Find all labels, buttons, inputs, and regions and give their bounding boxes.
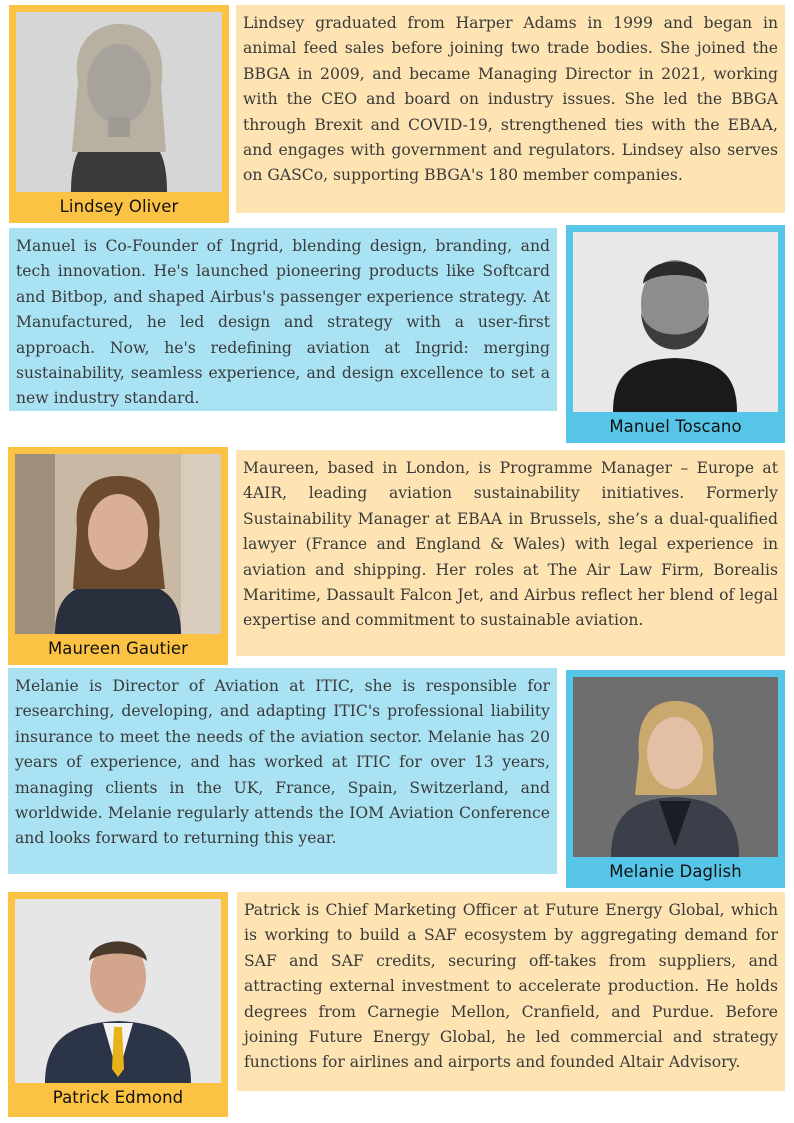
person-name: Melanie Daglish	[609, 862, 742, 881]
profile-photo-card	[566, 225, 785, 443]
profile-photo-card	[9, 5, 229, 223]
profile-photo-card	[8, 447, 228, 665]
portrait-photo	[16, 12, 222, 192]
portrait-photo	[15, 454, 221, 634]
person-name: Manuel Toscano	[609, 417, 742, 436]
profile-photo-card	[566, 670, 785, 888]
portrait-photo	[573, 677, 778, 857]
bio-text: Maureen, based in London, is Programme Manager – Europe at 4AIR, leading aviation sustainability initiatives. Formerly Sustainability Manager at EBAA in Brussels, she’s a dual-qualified lawyer (France and England & Wales) with legal experience in aviation and shipping. Her roles at The Air Law Firm, Borealis Maritime, Dassault Falcon Jet, and Airbus reflect her blend of legal expertise and commitment to sustainable aviation.	[236, 450, 785, 656]
bio-text: Patrick is Chief Marketing Officer at Future Energy Global, which is working to build a SAF ecosystem by aggregating demand for SAF and SAF credits, securing off-takes from suppliers, and attracting external investment to accelerate production. He holds degrees from Carnegie Mellon, Cranfield, and Purdue. Before joining Future Energy Global, he led commercial and strategy functions for airlines and airports and founded Altair Advisory.	[237, 892, 785, 1091]
person-name: Lindsey Oliver	[59, 197, 179, 216]
profile-photo-card	[8, 892, 228, 1117]
portrait-photo	[15, 899, 221, 1083]
person-name: Patrick Edmond	[52, 1088, 184, 1107]
bio-text: Manuel is Co-Founder of Ingrid, blending design, branding, and tech innovation. He's launched pioneering products like Softcard and Bitbop, and shaped Airbus's passenger experience strategy. At Manufactured, he led design and strategy with a user-first approach. Now, he's redefining aviation at Ingrid: merging sustainability, seamless experience, and design excellence to set a new industry standard.	[9, 228, 557, 411]
person-name: Maureen Gautier	[47, 639, 189, 658]
bio-text: Lindsey graduated from Harper Adams in 1999 and began in animal feed sales before joining two trade bodies. She joined the BBGA in 2009, and became Managing Director in 2021, working with the CEO and board on industry issues. She led the BBGA through Brexit and COVID-19, strengthened ties with the EBAA, and engages with government and regulators. Lindsey also serves on GASCo, supporting BBGA's 180 member companies.	[236, 5, 785, 213]
bio-text: Melanie is Director of Aviation at ITIC, she is responsible for researching, developing, and adapting ITIC's professional liability insurance to meet the needs of the aviation sector. Melanie has 20 years of experience, and has worked at ITIC for over 13 years, managing clients in the UK, France, Spain, Switzerland, and worldwide. Melanie regularly attends the IOM Aviation Conference and looks forward to returning this year.	[8, 668, 557, 874]
portrait-photo	[573, 232, 778, 412]
